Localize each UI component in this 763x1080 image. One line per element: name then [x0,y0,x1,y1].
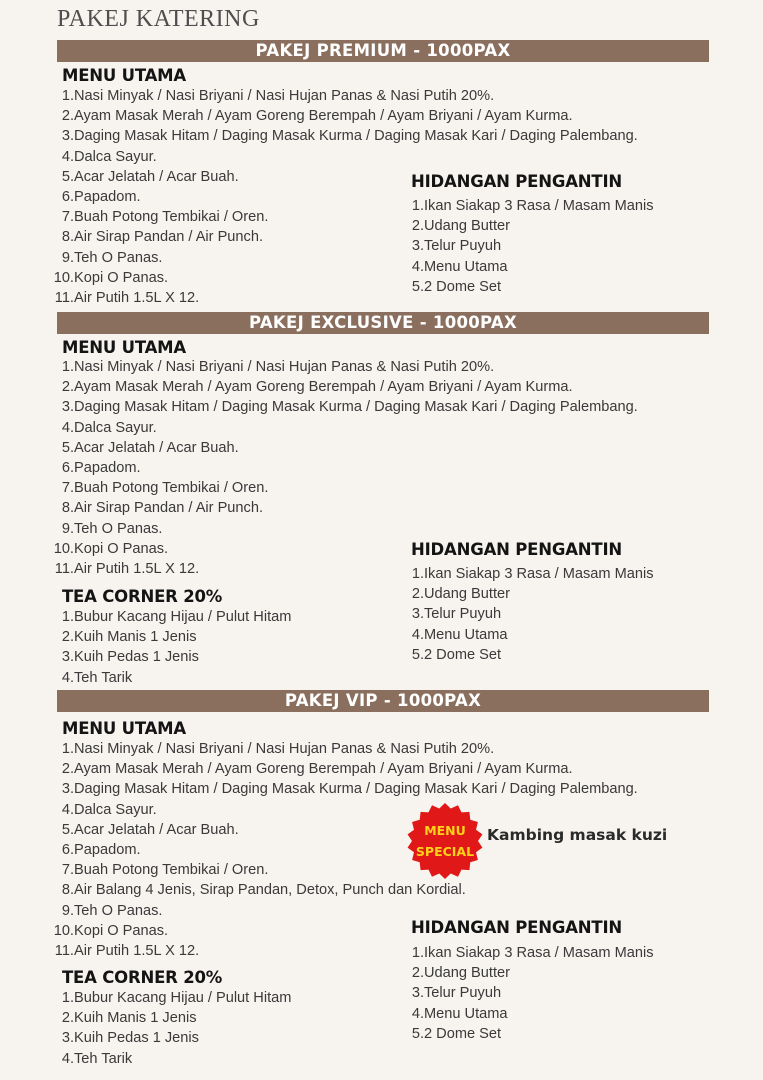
premium-hidangan-heading: HIDANGAN PENGANTIN [411,172,622,191]
list-item: 2. Kuih Manis 1 Jenis [61,1010,197,1027]
list-item: 5. Acar Jelatah / Acar Buah. [61,168,239,185]
exclusive-hidangan-heading: HIDANGAN PENGANTIN [411,540,622,559]
list-item: 9. Teh O Panas. [61,520,163,537]
list-item: 4. Menu Utama [411,258,508,275]
list-item: 4. Teh Tarik [61,1050,133,1067]
list-item: 4. Menu Utama [411,626,508,643]
list-item: 6. Papadom. [61,459,141,476]
list-item: 7. Buah Potong Tembikai / Oren. [61,209,269,226]
list-item: 8. Air Sirap Pandan / Air Punch. [61,229,264,246]
list-item: 1. Ikan Siakap 3 Rasa / Masam Manis [411,198,654,214]
list-item: 4. Dalca Sayur. [61,419,157,436]
list-item: 4. Teh Tarik [61,669,133,686]
list-item: 4. Dalca Sayur. [61,801,157,818]
list-item: 3. Daging Masak Hitam / Daging Masak Kurma / Daging Masak Kari / Daging Palembang. [61,781,638,798]
list-item: 1. Ikan Siakap 3 Rasa / Masam Manis [411,566,654,582]
badge-line-2: SPECIAL [415,844,475,859]
vip-tea-heading: TEA CORNER 20% [62,968,223,987]
list-item: 5. 2 Dome Set [411,278,502,295]
list-item: 4. Dalca Sayur. [61,148,157,165]
list-item: 5. Acar Jelatah / Acar Buah. [61,821,239,838]
list-item: 5. Acar Jelatah / Acar Buah. [61,439,239,456]
list-item: 1. Bubur Kacang Hijau / Pulut Hitam [61,990,292,1006]
list-item: 1. Nasi Minyak / Nasi Briyani / Nasi Hujan Panas & Nasi Putih 20%. [61,88,495,104]
vip-menu-heading: MENU UTAMA [62,719,186,738]
list-item: 3. Telur Puyuh [411,985,502,1002]
list-item: 9. Teh O Panas. [61,902,163,919]
list-item: 2. Ayam Masak Merah / Ayam Goreng Berempah / Ayam Briyani / Ayam Kurma. [61,108,573,125]
list-item: 6. Papadom. [61,841,141,858]
list-item: 1. Ikan Siakap 3 Rasa / Masam Manis [411,945,654,961]
list-item: 2. Udang Butter [411,965,510,982]
vip-band: PAKEJ VIP - 1000PAX [57,690,709,712]
list-item: 3. Telur Puyuh [411,238,502,255]
list-item: 2. Udang Butter [411,586,510,603]
list-item: 11. Air Putih 1.5L X 12. [54,942,200,959]
badge-line-1: MENU [424,823,466,838]
list-item: 10. Kopi O Panas. [53,540,169,557]
vip-hidangan-list [411,943,654,1044]
list-item: 3. Daging Masak Hitam / Daging Masak Kurma / Daging Masak Kari / Daging Palembang. [61,128,638,145]
exclusive-band: PAKEJ EXCLUSIVE - 1000PAX [57,312,709,334]
list-item: 5. 2 Dome Set [411,1025,502,1042]
list-item: 2. Ayam Masak Merah / Ayam Goreng Berempah / Ayam Briyani / Ayam Kurma. [61,379,573,396]
menu-special-badge-text [407,820,483,862]
list-item: 10. Kopi O Panas. [53,269,169,286]
list-item: 1. Nasi Minyak / Nasi Briyani / Nasi Hujan Panas & Nasi Putih 20%. [61,741,495,757]
list-item: 3. Kuih Pedas 1 Jenis [61,649,199,666]
list-item: 11. Air Putih 1.5L X 12. [54,289,200,306]
page-title: PAKEJ KATERING [57,6,260,32]
exclusive-tea-list [61,607,292,688]
list-item: 7. Buah Potong Tembikai / Oren. [61,480,269,497]
list-item: 10. Kopi O Panas. [53,922,169,939]
list-item: 2. Udang Butter [411,218,510,235]
vip-tea-list [61,988,292,1069]
list-item: 5. 2 Dome Set [411,646,502,663]
list-item: 3. Daging Masak Hitam / Daging Masak Kurma / Daging Masak Kari / Daging Palembang. [61,399,638,416]
list-item: 6. Papadom. [61,188,141,205]
list-item: 8. Air Balang 4 Jenis, Sirap Pandan, Detox, Punch dan Kordial. [61,882,466,899]
list-item: 2. Ayam Masak Merah / Ayam Goreng Berempah / Ayam Briyani / Ayam Kurma. [61,761,573,778]
list-item: 4. Menu Utama [411,1005,508,1022]
list-item: 7. Buah Potong Tembikai / Oren. [61,862,269,879]
exclusive-hidangan-list [411,564,654,665]
list-item: 11. Air Putih 1.5L X 12. [54,560,200,577]
vip-hidangan-heading: HIDANGAN PENGANTIN [411,918,622,937]
premium-hidangan-list [411,196,654,297]
list-item: 3. Telur Puyuh [411,606,502,623]
list-item: 1. Nasi Minyak / Nasi Briyani / Nasi Hujan Panas & Nasi Putih 20%. [61,359,495,375]
premium-menu-heading: MENU UTAMA [62,66,186,85]
list-item: 3. Kuih Pedas 1 Jenis [61,1030,199,1047]
exclusive-menu-heading: MENU UTAMA [62,338,186,357]
exclusive-tea-heading: TEA CORNER 20% [62,587,223,606]
premium-band: PAKEJ PREMIUM - 1000PAX [57,40,709,62]
list-item: 8. Air Sirap Pandan / Air Punch. [61,500,264,517]
special-dish-label: Kambing masak kuzi [487,826,668,844]
list-item: 1. Bubur Kacang Hijau / Pulut Hitam [61,609,292,625]
list-item: 9. Teh O Panas. [61,249,163,266]
list-item: 2. Kuih Manis 1 Jenis [61,629,197,646]
